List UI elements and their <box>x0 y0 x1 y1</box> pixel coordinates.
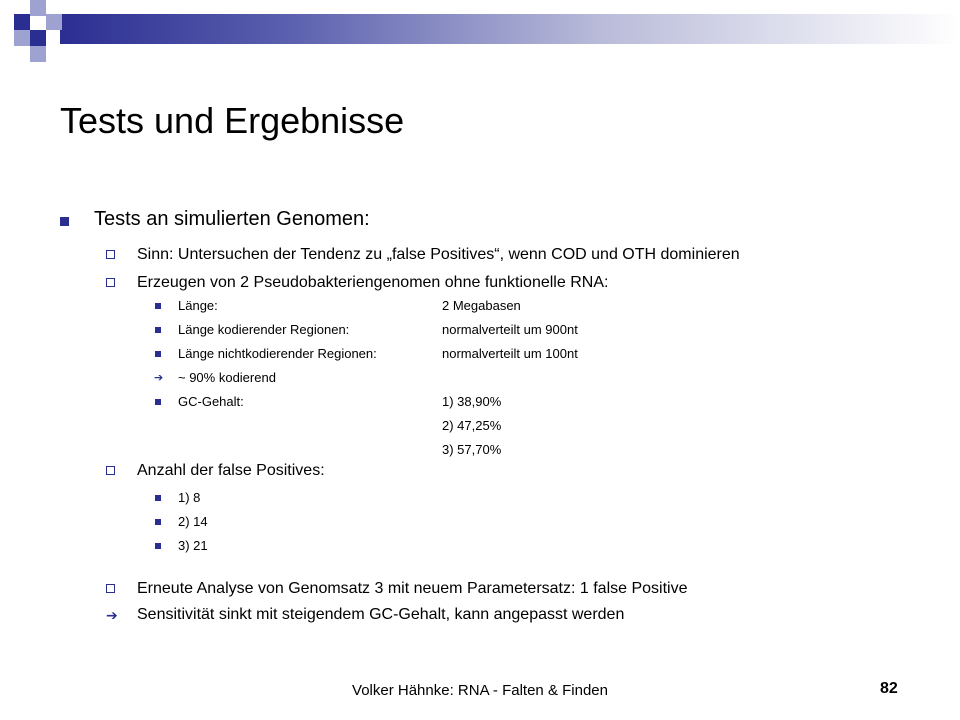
false-positive-value: 1) 8 <box>178 490 201 505</box>
param-value: 2) 47,25% <box>442 418 502 433</box>
square-bullet-icon <box>155 327 161 333</box>
square-bullet-icon <box>155 351 161 357</box>
bullet-text: Erzeugen von 2 Pseudobakteriengenomen ohne funktionelle RNA: <box>137 274 609 291</box>
header-gradient-bar <box>60 14 960 44</box>
bullet-text: Tests an simulierten Genomen: <box>94 208 370 230</box>
param-label: Länge: <box>178 298 218 313</box>
param-value: normalverteilt um 900nt <box>442 322 578 337</box>
deco-square <box>14 30 30 46</box>
false-positive-value: 2) 14 <box>178 514 208 529</box>
page-number: 82 <box>880 680 898 697</box>
param-label: ~ 90% kodierend <box>178 370 276 385</box>
param-label: Länge kodierender Regionen: <box>178 322 350 337</box>
footer-text: Volker Hähnke: RNA - Falten & Finden <box>352 682 608 699</box>
slide-title: Tests und Ergebnisse <box>60 100 405 141</box>
param-value: normalverteilt um 100nt <box>442 346 578 361</box>
arrow-bullet-icon: ➔ <box>106 607 118 623</box>
param-value: 1) 38,90% <box>442 394 502 409</box>
hollow-square-bullet-icon <box>106 584 115 593</box>
square-bullet-icon <box>155 495 161 501</box>
square-bullet-icon <box>60 217 69 226</box>
bullet-text: Sinn: Untersuchen der Tendenz zu „false Positives“, wenn COD und OTH dominieren <box>137 246 740 263</box>
deco-square <box>14 14 30 30</box>
deco-square <box>30 0 46 16</box>
param-value: 3) 57,70% <box>442 442 502 457</box>
hollow-square-bullet-icon <box>106 250 115 259</box>
false-positive-value: 3) 21 <box>178 538 208 553</box>
param-label: Länge nichtkodierender Regionen: <box>178 346 377 361</box>
arrow-bullet-icon: ➔ <box>154 372 164 384</box>
hollow-square-bullet-icon <box>106 466 115 475</box>
square-bullet-icon <box>155 519 161 525</box>
square-bullet-icon <box>155 303 161 309</box>
bullet-text: Anzahl der false Positives: <box>137 462 325 479</box>
deco-square <box>46 14 62 30</box>
param-value: 2 Megabasen <box>442 298 521 313</box>
deco-square <box>30 46 46 62</box>
bullet-text: Sensitivität sinkt mit steigendem GC-Gehalt, kann angepasst werden <box>137 606 625 623</box>
param-label: GC-Gehalt: <box>178 394 244 409</box>
bullet-text: Erneute Analyse von Genomsatz 3 mit neuem Parametersatz: 1 false Positive <box>137 580 688 597</box>
deco-square <box>30 30 46 46</box>
square-bullet-icon <box>155 543 161 549</box>
hollow-square-bullet-icon <box>106 278 115 287</box>
square-bullet-icon <box>155 399 161 405</box>
